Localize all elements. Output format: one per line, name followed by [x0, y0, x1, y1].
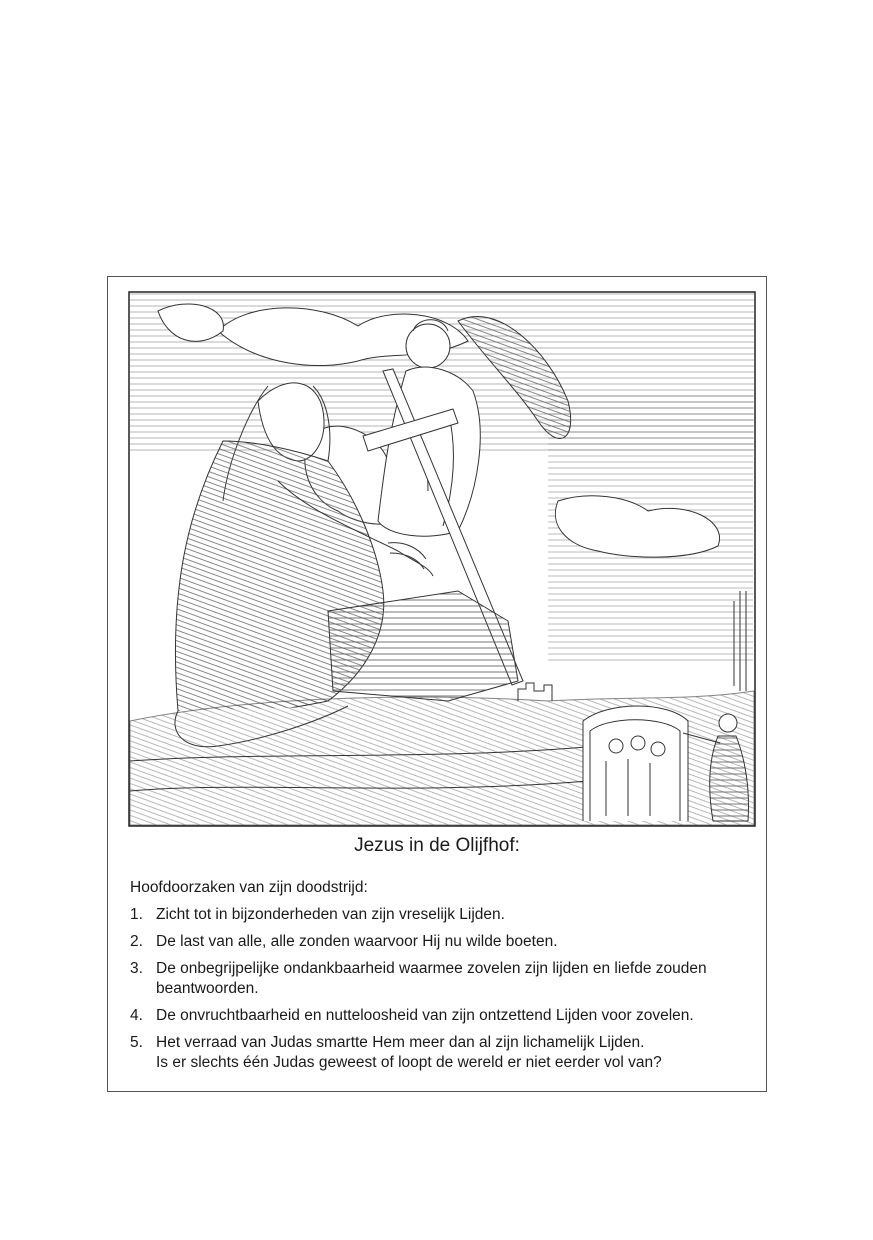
list-item [130, 932, 750, 952]
list-item-text-continued: beantwoorden. [156, 980, 259, 997]
list-item [130, 1006, 750, 1026]
page-title: Jezus in de Olijfhof: [354, 835, 520, 856]
list-item-number: 4. [130, 1007, 143, 1024]
list-item-text-continued: Is er slechts één Judas geweest of loopt de wereld er niet eerder vol van? [156, 1054, 662, 1071]
page-card [107, 276, 767, 1092]
list-item [130, 959, 750, 999]
causes-list [130, 905, 750, 1080]
list-item-text: De last van alle, alle zonden waarvoor Hij nu wilde boeten. [156, 933, 558, 950]
list-item-number: 2. [130, 933, 143, 950]
olive-garden-engraving-image [128, 291, 756, 827]
list-item [130, 905, 750, 925]
list-item-number: 5. [130, 1034, 143, 1051]
list-item-text: De onbegrijpelijke ondankbaarheid waarmee zovelen zijn lijden en liefde zouden [156, 960, 707, 977]
list-item-text: Zicht tot in bijzonderheden van zijn vreselijk Lijden. [156, 906, 505, 923]
list-item-text: De onvruchtbaarheid en nutteloosheid van zijn ontzettend Lijden voor zovelen. [156, 1007, 694, 1024]
list-item-number: 1. [130, 906, 143, 923]
list-item-text: Het verraad van Judas smartte Hem meer dan al zijn lichamelijk Lijden. [156, 1034, 645, 1051]
list-item [130, 1033, 750, 1073]
list-item-number: 3. [130, 960, 143, 977]
list-intro: Hoofdoorzaken van zijn doodstrijd: [130, 879, 368, 896]
